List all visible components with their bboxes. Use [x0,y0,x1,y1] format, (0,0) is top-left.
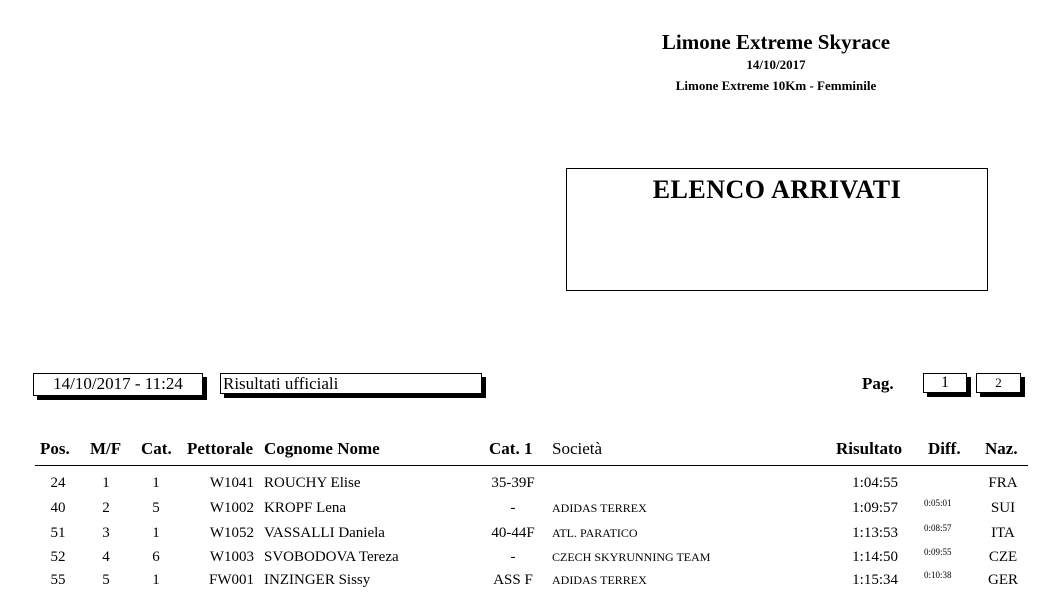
cell-mf: 4 [102,549,110,565]
cell-cat1: 40-44F [491,525,535,541]
col-header-pos: Pos. [40,439,70,458]
race-name: Limone Extreme 10Km - Femminile [675,78,877,93]
table-row [0,496,1059,521]
cell-pos: 24 [50,475,66,491]
cell-cat: 1 [152,475,160,491]
header-divider [35,465,1028,466]
cell-team: CZECH SKYRUNNING TEAM [552,550,711,564]
col-header-name: Cognome Nome [264,439,380,458]
cell-bib: W1052 [209,525,254,541]
event-date: 14/10/2017 [746,57,806,72]
cell-mf: 1 [102,475,110,491]
cell-nat: FRA [988,475,1018,491]
cell-cat: 1 [152,572,160,588]
cell-cat: 6 [152,549,160,565]
cell-nat: SUI [990,500,1016,516]
cell-name: ROUCHY Elise [264,475,361,491]
cell-cat1: - [510,549,516,565]
cell-nat: ITA [991,525,1015,541]
event-title: Limone Extreme Skyrace [661,30,891,54]
cell-result: 1:14:50 [852,549,898,565]
col-header-cat1: Cat. 1 [489,439,533,458]
cell-mf: 3 [102,525,110,541]
list-title: ELENCO ARRIVATI [652,175,902,204]
col-header-mf: M/F [90,439,122,458]
cell-bib: W1002 [209,500,254,516]
cell-bib: W1041 [209,475,254,491]
cell-pos: 52 [50,549,66,565]
col-header-team: Società [552,439,603,458]
cell-cat1: ASS F [493,572,533,588]
col-header-result: Risultato [836,439,903,458]
results-status: Risultati ufficiali [220,373,482,394]
page-1-button[interactable]: 1 [923,373,967,393]
cell-cat1: - [510,500,516,516]
col-header-nat: Naz. [985,439,1018,458]
cell-pos: 51 [50,525,66,541]
col-header-diff: Diff. [928,439,961,458]
cell-diff: 0:08:57 [924,523,952,533]
cell-diff: 0:05:01 [924,498,952,508]
cell-name: SVOBODOVA Tereza [264,549,399,565]
cell-mf: 2 [102,500,110,516]
cell-name: INZINGER Sissy [264,572,371,588]
cell-team: ADIDAS TERREX [552,573,647,587]
cell-nat: GER [988,572,1018,588]
page-label: Pag. [862,374,894,393]
cell-diff: 0:09:55 [924,547,952,557]
cell-team: ATL. PARATICO [552,526,638,540]
page-2-button[interactable]: 2 [976,373,1021,393]
cell-bib: W1003 [209,549,254,565]
cell-name: KROPF Lena [264,500,347,516]
cell-mf: 5 [102,572,110,588]
cell-cat1: 35-39F [491,475,535,491]
cell-diff: 0:10:38 [924,570,952,580]
cell-bib: FW001 [209,572,254,588]
cell-result: 1:13:53 [852,525,898,541]
table-row [0,521,1059,546]
cell-pos: 40 [50,500,66,516]
cell-result: 1:15:34 [852,572,898,588]
col-header-bib: Pettorale [187,439,254,458]
cell-nat: CZE [988,549,1018,565]
cell-team: ADIDAS TERREX [552,501,647,515]
cell-result: 1:04:55 [852,475,898,491]
table-row [0,568,1059,593]
cell-pos: 55 [50,572,66,588]
col-header-cat: Cat. [141,439,172,458]
cell-cat: 5 [152,500,160,516]
list-title-box [566,168,988,291]
table-row [0,545,1059,570]
cell-result: 1:09:57 [852,500,898,516]
cell-cat: 1 [152,525,160,541]
cell-name: VASSALLI Daniela [264,525,385,541]
print-datetime: 14/10/2017 - 11:24 [33,373,203,396]
table-row [0,471,1059,496]
